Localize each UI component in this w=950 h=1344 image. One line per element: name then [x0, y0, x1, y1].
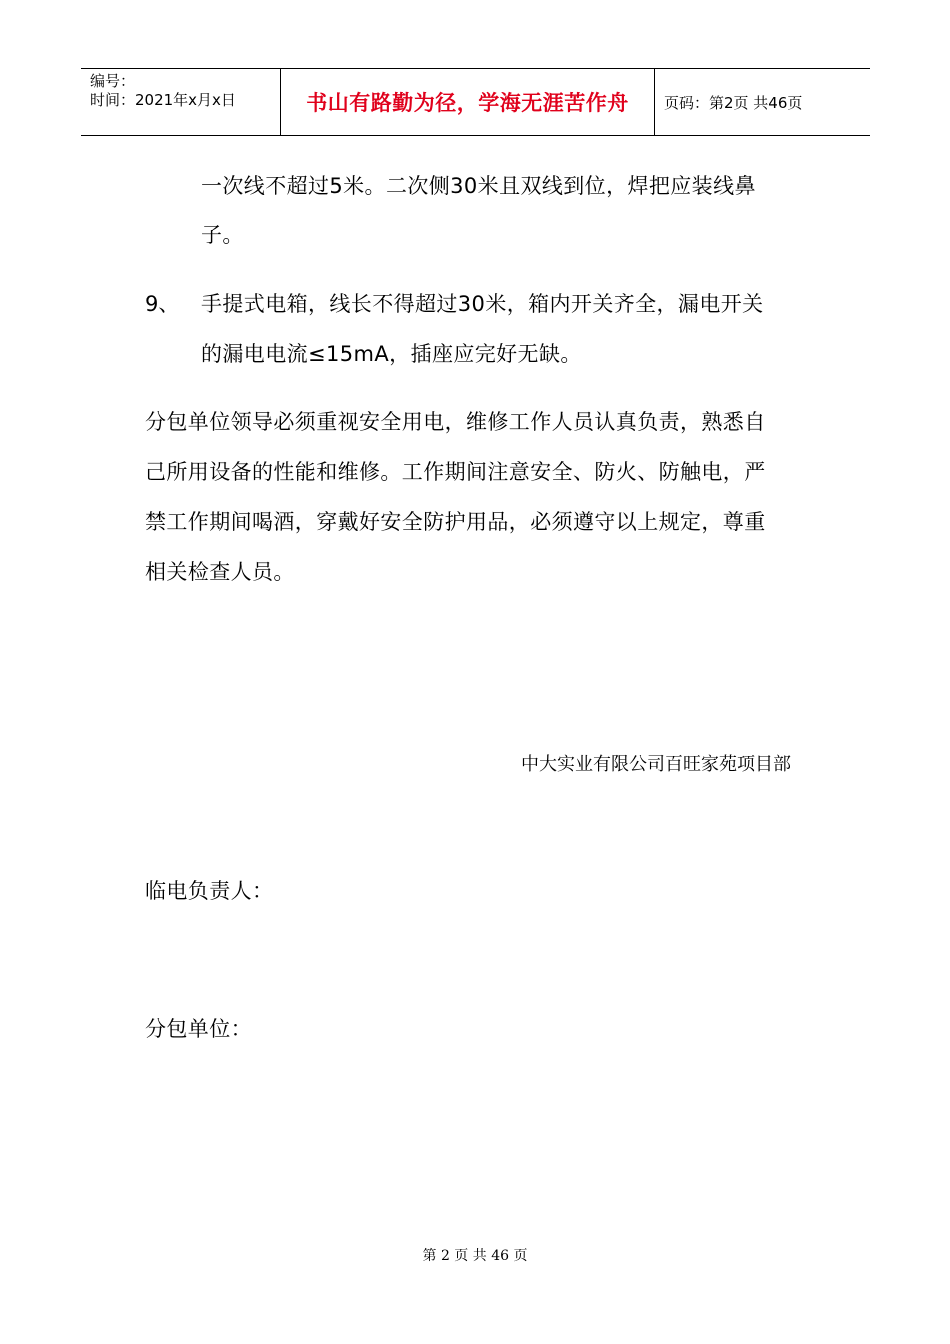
- organization-signature: 中大实业有限公司百旺家苑项目部: [521, 754, 791, 775]
- paragraph-line-2: 己所用设备的性能和维修。工作期间注意安全、防火、防触电，严: [145, 460, 766, 484]
- item9-line-2: 的漏电电流≤15mA，插座应完好无缺。: [201, 342, 582, 366]
- header-motto-cell: [281, 69, 655, 135]
- item9-line-1: 手提式电箱，线长不得超过30米，箱内开关齐全，漏电开关: [201, 292, 764, 316]
- paragraph-line-1: 分包单位领导必须重视安全用电，维修工作人员认真负责，熟悉自: [145, 410, 766, 434]
- paragraph-line-4: 相关检查人员。: [145, 560, 295, 584]
- item8-continuation-line-1: 一次线不超过5米。二次侧30米且双线到位，焊把应装线鼻: [201, 174, 756, 198]
- document-header: [81, 68, 870, 136]
- motto-text: 书山有路勤为径，学海无涯苦作舟: [306, 91, 629, 115]
- page-info: 页码：第2页 共46页: [664, 93, 803, 112]
- electric-manager-label: 临电负责人：: [145, 879, 274, 903]
- subcontractor-label: 分包单位：: [145, 1017, 252, 1041]
- header-meta-cell: [81, 69, 281, 135]
- item9-number: 9、: [145, 292, 180, 316]
- item8-continuation-line-2: 子。: [201, 223, 244, 247]
- page-footer: 第 2 页 共 46 页: [422, 1248, 528, 1264]
- header-page-cell: [655, 69, 870, 135]
- time-label: 时间：2021年x月x日: [90, 91, 236, 109]
- paragraph-line-3: 禁工作期间喝酒，穿戴好安全防护用品，必须遵守以上规定，尊重: [145, 510, 766, 534]
- number-label: 编号：: [90, 72, 136, 90]
